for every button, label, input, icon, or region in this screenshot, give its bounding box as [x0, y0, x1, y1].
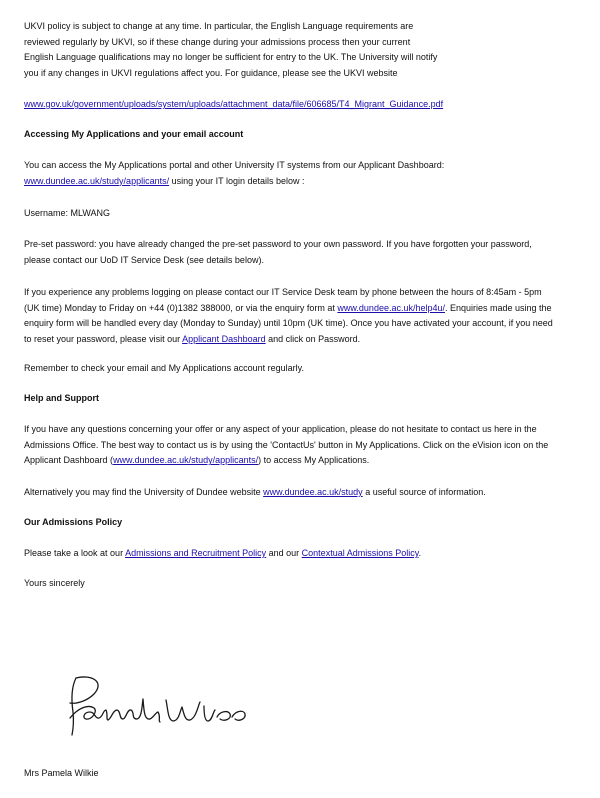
help-heading: Help and Support: [24, 393, 99, 403]
study-link[interactable]: www.dundee.ac.uk/study: [263, 487, 363, 497]
help-line-text: ) to access My Applications.: [258, 455, 370, 466]
password-line: please contact our UoD IT Service Desk (see details below).: [24, 254, 264, 265]
problems-line: [24, 301, 580, 317]
help-line: Admissions Office. The best way to contact us is by using the 'ContactUs' button in My Applications. Click on the eVision icon on the: [24, 439, 549, 450]
policy-line: [24, 546, 580, 562]
problems-paragraph: [24, 285, 580, 347]
applicants-link[interactable]: www.dundee.ac.uk/study/applicants/: [113, 455, 259, 466]
ukvi-line: reviewed regularly by UKVI, so if these change during your admissions process then your current: [24, 36, 411, 47]
problems-line-text: . Enquiries made using the: [445, 302, 552, 313]
help4u-link[interactable]: www.dundee.ac.uk/help4u/: [337, 302, 445, 313]
policy-text: Please take a look at our: [24, 548, 126, 558]
policy-text: .: [418, 548, 422, 558]
ukvi-guidance-link[interactable]: www.gov.uk/government/uploads/system/uploads/attachment_data/file/606685/T4_Migrant_Guidance.pdf: [24, 99, 444, 109]
ukvi-line: UKVI policy is subject to change at any time. In particular, the English Language requirements are: [24, 21, 414, 31]
policy-heading: Our Admissions Policy: [24, 517, 123, 527]
applicant-dashboard-link[interactable]: www.dundee.ac.uk/study/applicants/: [24, 175, 170, 186]
problems-line-text: and click on Password.: [265, 333, 361, 344]
problems-line-text: (UK time) Monday to Friday on +44 (0)1382 388000, or via the enquiry form at: [24, 302, 338, 313]
alternative-line: [24, 485, 580, 501]
ukvi-line: English Language qualifications may no longer be sufficient for entry to the UK. The University will notify: [24, 52, 438, 63]
access-line: You can access the My Applications portal and other University IT systems from our Applicant Dashboard:: [24, 160, 445, 170]
signatory-name: Mrs Pamela Wilkie: [24, 768, 99, 778]
remember-line: Remember to check your email and My Applications account regularly.: [24, 363, 304, 373]
problems-line: enquiry form will be handled every day (Monday to Sunday) until 10pm (UK time). Once you have activated your account, if you need: [24, 318, 553, 329]
ukvi-line: you if any changes in UKVI regulations affect you. For guidance, please see the UKVI website: [24, 67, 398, 78]
help-line: [24, 453, 580, 469]
closing-line: Yours sincerely: [24, 578, 85, 588]
ukvi-guidance-link-row: [24, 97, 580, 113]
help-paragraph: [24, 422, 580, 469]
help-line-text: Applicant Dashboard (: [24, 455, 114, 466]
username-line: Username: MLWANG: [24, 208, 111, 218]
handwritten-signature: [42, 672, 252, 742]
admissions-recruitment-policy-link[interactable]: Admissions and Recruitment Policy: [125, 548, 267, 558]
problems-line-text: to reset your password, please visit our: [24, 333, 183, 344]
password-line: Pre-set password: you have already changed the pre-set password to your own password. If you have forgotten your password,: [24, 239, 532, 249]
contextual-admissions-policy-link[interactable]: Contextual Admissions Policy: [301, 548, 419, 558]
access-line-suffix: using your IT login details below :: [169, 175, 305, 186]
password-paragraph: [24, 237, 580, 268]
alternative-text: a useful source of information.: [362, 487, 486, 497]
problems-line: [24, 332, 580, 348]
access-heading: Accessing My Applications and your email account: [24, 129, 244, 139]
access-line: [24, 174, 580, 190]
policy-text: and our: [266, 548, 302, 558]
access-paragraph: [24, 158, 580, 189]
help-line: If you have any questions concerning your offer or any aspect of your application, please do not hesitate to contact us here in the: [24, 424, 537, 434]
ukvi-paragraph: [24, 19, 580, 81]
problems-line: If you experience any problems logging on please contact our IT Service Desk team by phone between the hours of 8:45am - 5pm: [24, 287, 542, 297]
alternative-text: Alternatively you may find the University of Dundee website: [24, 487, 264, 497]
applicant-dashboard-password-link[interactable]: Applicant Dashboard: [182, 333, 266, 344]
